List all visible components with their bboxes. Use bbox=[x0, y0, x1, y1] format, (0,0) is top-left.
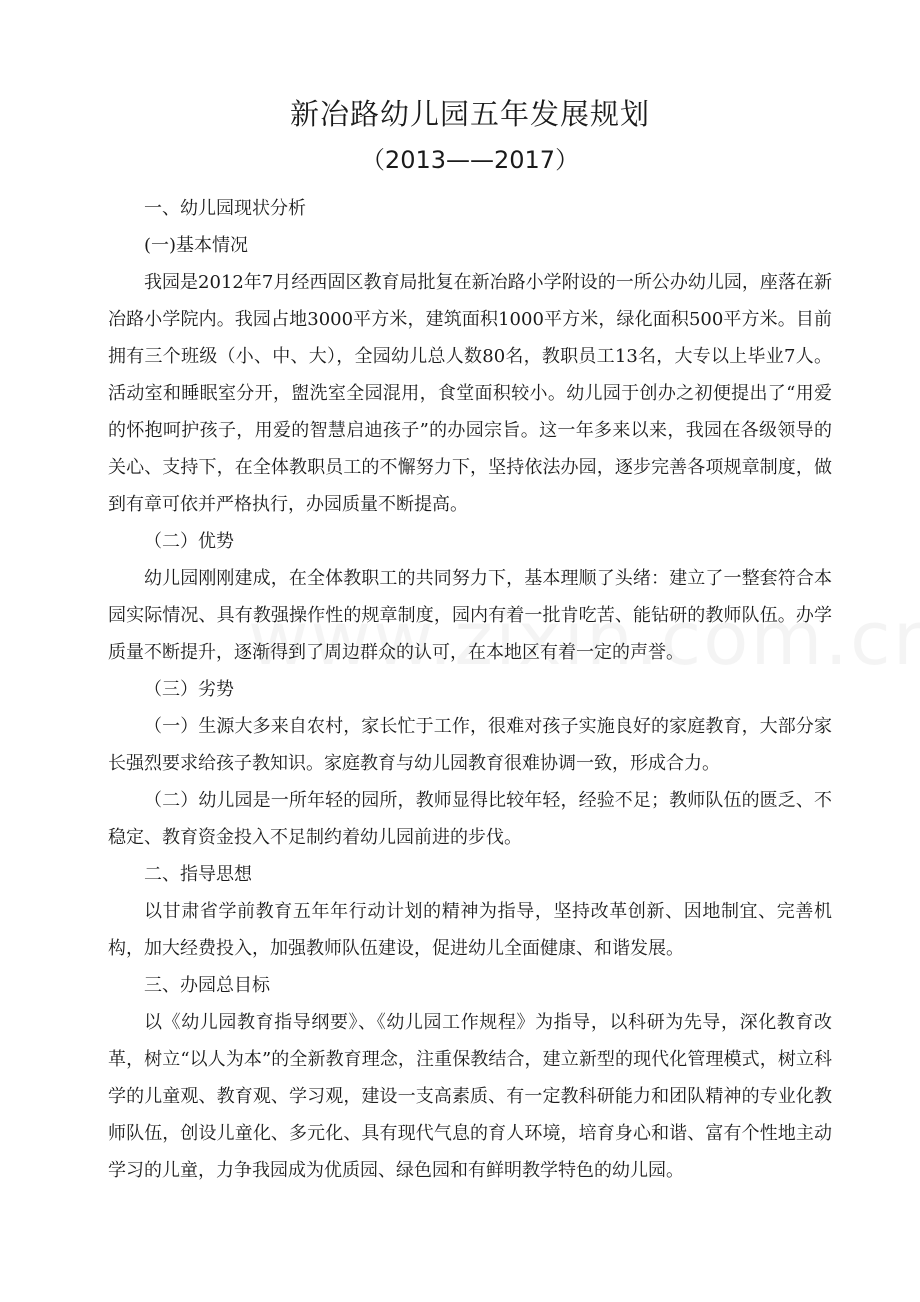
document-body bbox=[108, 190, 832, 1189]
subsection-heading-advantages: （二）优势 bbox=[144, 531, 234, 552]
subsection-heading-basic: (一)基本情况 bbox=[144, 235, 249, 256]
paragraph-guiding-ideology: 以甘肃省学前教育五年年行动计划的精神为指导，坚持改革创新、因地制宜、完善机构，加大经费投入，加强教师队伍建设，促进幼儿全面健康、和谐发展。 bbox=[108, 901, 832, 959]
subsection-heading-disadvantages: （三）劣势 bbox=[144, 679, 234, 700]
paragraph-disadvantage-1: （一）生源大多来自农村，家长忙于工作，很难对孩子实施良好的家庭教育，大部分家长强烈要求给孩子教知识。家庭教育与幼儿园教育很难协调一致，形成合力。 bbox=[108, 716, 832, 774]
section-heading-current-analysis: 一、幼儿园现状分析 bbox=[144, 198, 306, 219]
paragraph-advantages: 幼儿园刚刚建成，在全体教职工的共同努力下，基本理顺了头绪：建立了一整套符合本园实际情况、具有教强操作性的规章制度，园内有着一批肯吃苦、能钻研的教师队伍。办学质量不断提升，逐渐得到了周边群众的认可，在本地区有着一定的声誉。 bbox=[108, 568, 832, 663]
paragraph-disadvantage-2: （二）幼儿园是一所年轻的园所，教师显得比较年轻，经验不足；教师队伍的匮乏、不稳定、教育资金投入不足制约着幼儿园前进的步伐。 bbox=[108, 790, 832, 848]
section-heading-guiding-ideology: 二、指导思想 bbox=[144, 864, 252, 885]
document-page bbox=[108, 94, 832, 1189]
section-heading-overall-goal: 三、办园总目标 bbox=[144, 975, 270, 996]
paragraph-basic-situation: 我园是2012年7月经西固区教育局批复在新冶路小学附设的一所公办幼儿园，座落在新冶路小学院内。我园占地3000平方米，建筑面积1000平方米，绿化面积500平方米。目前拥有三个班级（小、中、大），全园幼儿总人数80名，教职员工13名，大专以上毕业7人。活动室和睡眠室分开，盥洗室全园混用，食堂面积较小。幼儿园于创办之初便提出了“用爱的怀抱呵护孩子，用爱的智慧启迪孩子”的办园宗旨。这一年多来以来，我园在各级领导的关心、支持下，在全体教职员工的不懈努力下，坚持依法办园，逐步完善各项规章制度，做到有章可依并严格执行，办园质量不断提高。 bbox=[108, 272, 832, 515]
document-title: 新冶路幼儿园五年发展规划 bbox=[289, 97, 650, 131]
paragraph-overall-goal: 以《幼儿园教育指导纲要》、《幼儿园工作规程》为指导，以科研为先导，深化教育改革，树立“以人为本”的全新教育理念，注重保教结合，建立新型的现代化管理模式，树立科学的儿童观、教育观、学习观，建设一支高素质、有一定教科研能力和团队精神的专业化教师队伍，创设儿童化、多元化、具有现代气息的育人环境，培育身心和谐、富有个性地主动学习的儿童，力争我园成为优质园、绿色园和有鲜明教学特色的幼儿园。 bbox=[108, 1012, 832, 1181]
document-subtitle: （2013——2017） bbox=[360, 146, 580, 174]
